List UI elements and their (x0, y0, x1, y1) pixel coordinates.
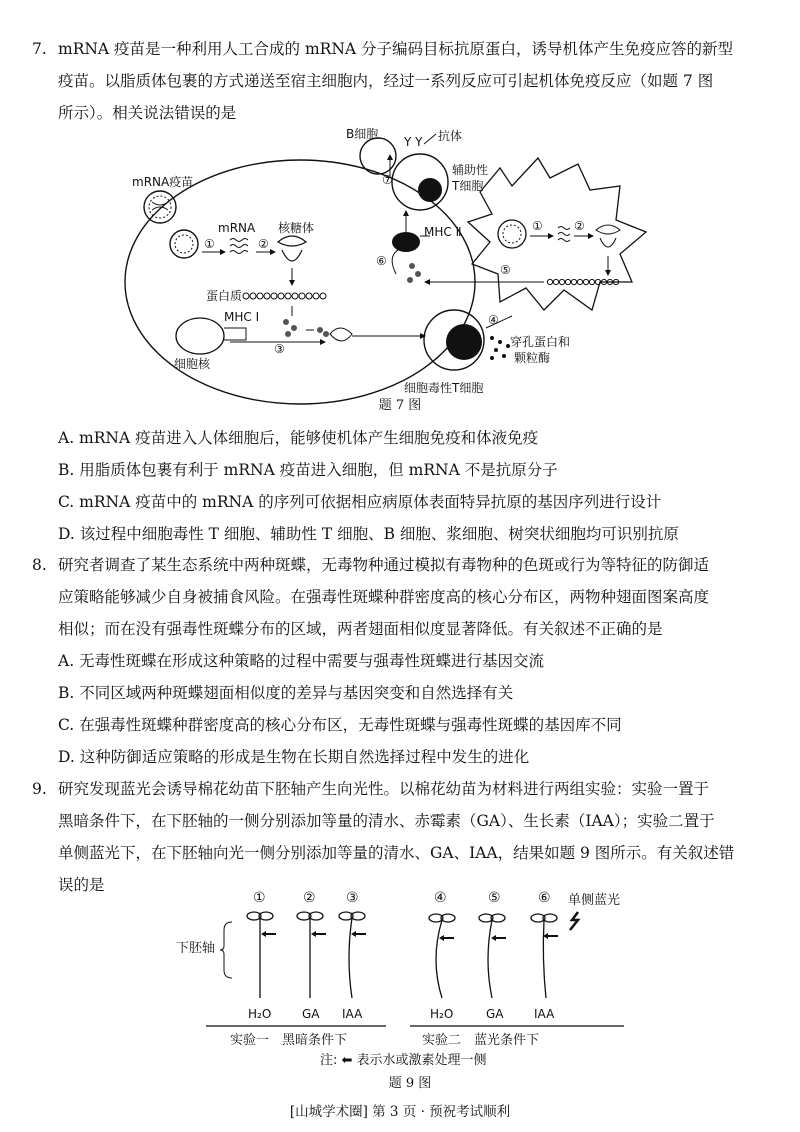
seedling-6-treatment: IAA (534, 1007, 555, 1021)
page-footer: [山城学术圈] 第 3 页 · 预祝考试顺利 (289, 1104, 511, 1120)
antibody-label: 抗体 (438, 129, 463, 143)
infected-cell (468, 158, 646, 310)
perforin-label-2: 颗粒酶 (514, 351, 551, 365)
mhc1-label: MHC Ⅰ (224, 310, 260, 324)
perforin-label-1: 穿孔蛋白和 (510, 335, 571, 349)
q9-figure-caption: 题 9 图 (388, 1076, 432, 1091)
q7-stem-line-2: 疫苗。以脂质体包裹的方式递送至宿主细胞内，经过一系列反应可引起机体免疫反应（如题 7 图 (58, 72, 714, 90)
seedling-5-number: ⑤ (488, 890, 501, 906)
q9-figure-diagram (160, 888, 650, 1073)
q7-option-a: A. mRNA 疫苗进入人体细胞后，能够使机体产生细胞免疫和体液免疫 (58, 429, 539, 447)
step-6-label: ⑥ (376, 254, 387, 268)
mrna-label: mRNA (218, 221, 256, 235)
protein-label: 蛋白质 (206, 289, 243, 303)
helper-t-label-2: T细胞 (452, 179, 484, 193)
helper-t-label-1: 辅助性 (452, 163, 489, 177)
seedling-3-number: ③ (346, 890, 359, 906)
q7-option-c: C. mRNA 疫苗中的 mRNA 的序列可依据相应病原体表面特异抗原的基因序列进行设计 (58, 493, 662, 511)
antibody-icons: Y Y (404, 135, 423, 149)
seedling-4 (429, 914, 455, 998)
q9-number: 9. (32, 780, 47, 798)
seedling-2-number: ② (303, 890, 316, 906)
b-cell-label: B细胞 (346, 127, 379, 141)
seedling-3-treatment: IAA (342, 1007, 363, 1021)
experiment-2-label: 实验二 蓝光条件下 (422, 1033, 540, 1048)
seedling-5-treatment: GA (486, 1007, 504, 1021)
step-1-label: ① (204, 237, 215, 251)
protein-chain (243, 293, 326, 299)
seedling-1-number: ① (253, 890, 266, 906)
q7-figure-caption: 题 7 图 (378, 398, 422, 413)
q7-option-b: B. 用脂质体包裹有利于 mRNA 疫苗进入细胞，但 mRNA 不是抗原分子 (58, 461, 558, 479)
q8-stem-line-2: 应策略能够减少自身被捕食风险。在强毒性斑蝶种群密度高的核心分布区，两物种翅面图案高度 (58, 588, 710, 606)
nucleus-label: 细胞核 (174, 357, 211, 371)
q8-option-a: A. 无毒性斑蝶在形成这种策略的过程中需要与强毒性斑蝶进行基因交流 (58, 652, 545, 670)
seedling-6-number: ⑥ (538, 890, 551, 906)
seedling-1 (247, 912, 273, 998)
q9-stem-line-2: 黑暗条件下，在下胚轴的一侧分别添加等量的清水、赤霉素（GA）、生长素（IAA）；实验二置于 (58, 812, 715, 830)
q9-stem-line-1: 研究发现蓝光会诱导棉花幼苗下胚轴产生向光性。以棉花幼苗为材料进行两组实验：实验一置于 (58, 780, 710, 798)
ribosome-label: 核糖体 (278, 221, 315, 235)
seedling-2-treatment: GA (302, 1007, 320, 1021)
infected-step-1-label: ① (532, 219, 543, 233)
hypocotyl-label: 下胚轴 (176, 941, 216, 956)
step-4-label: ④ (488, 313, 499, 327)
ribosome (278, 236, 306, 261)
q8-option-b: B. 不同区域两种斑蝶翅面相似度的差异与基因突变和自然选择有关 (58, 684, 514, 702)
seedling-4-treatment: H₂O (430, 1007, 454, 1021)
step-2-label: ② (258, 237, 269, 251)
step-3-label: ③ (274, 342, 285, 356)
mhc2-label: MHC Ⅱ (424, 225, 462, 239)
mrna-vaccine-label: mRNA疫苗 (132, 175, 194, 189)
q7-option-d: D. 该过程中细胞毒性 T 细胞、辅助性 T 细胞、B 细胞、浆细胞、树突状细胞均可识别抗原 (58, 525, 679, 543)
seedling-2 (297, 912, 323, 998)
seedling-5 (479, 914, 505, 998)
antigen-presenting-cell (392, 232, 420, 252)
q8-option-d: D. 这种防御适应策略的形成是生物在长期自然选择过程中发生的进化 (58, 748, 530, 766)
nucleus (176, 318, 224, 354)
seedling-4-number: ④ (434, 890, 447, 906)
blue-light-icon (570, 912, 578, 930)
q9-stem-line-4: 误的是 (58, 876, 105, 894)
q8-stem-line-1: 研究者调查了某生态系统中两种斑蝶，无毒物种通过模拟有毒物种的色斑或行为等特征的防御适 (58, 556, 710, 574)
q8-option-c: C. 在强毒性斑蝶种群密度高的核心分布区，无毒性斑蝶与强毒性斑蝶的基因库不同 (58, 716, 622, 734)
q7-stem-line-1: mRNA 疫苗是一种利用人工合成的 mRNA 分子编码目标抗原蛋白，诱导机体产生免疫应答的新型 (58, 40, 734, 58)
ctl-label: 细胞毒性T细胞 (404, 381, 484, 395)
seedling-1-treatment: H₂O (248, 1007, 272, 1021)
experiment-1-label: 实验一 黑暗条件下 (230, 1033, 348, 1048)
infected-step-2-label: ② (574, 219, 585, 233)
seedling-3 (339, 912, 365, 998)
step-7-label: ⑦ (382, 173, 393, 187)
q7-number: 7. (32, 40, 47, 58)
q8-stem-line-3: 相似；而在没有强毒性斑蝶分布的区域，两者翅面相似度显著降低。有关叙述不正确的是 (58, 620, 663, 638)
q8-number: 8. (32, 556, 47, 574)
blue-light-label: 单侧蓝光 (568, 893, 621, 908)
seedling-6 (531, 914, 557, 998)
q7-stem-line-3: 所示）。相关说法错误的是 (58, 104, 237, 122)
figure-9-note: 注: ⬅ 表示水或激素处理一侧 (320, 1053, 487, 1068)
step-5-label: ⑤ (500, 263, 511, 277)
q9-stem-line-3: 单侧蓝光下，在下胚轴向光一侧分别添加等量的清水、GA、IAA，结果如题 9 图所示。有关叙述错 (58, 844, 735, 862)
q7-figure-diagram (120, 124, 680, 414)
